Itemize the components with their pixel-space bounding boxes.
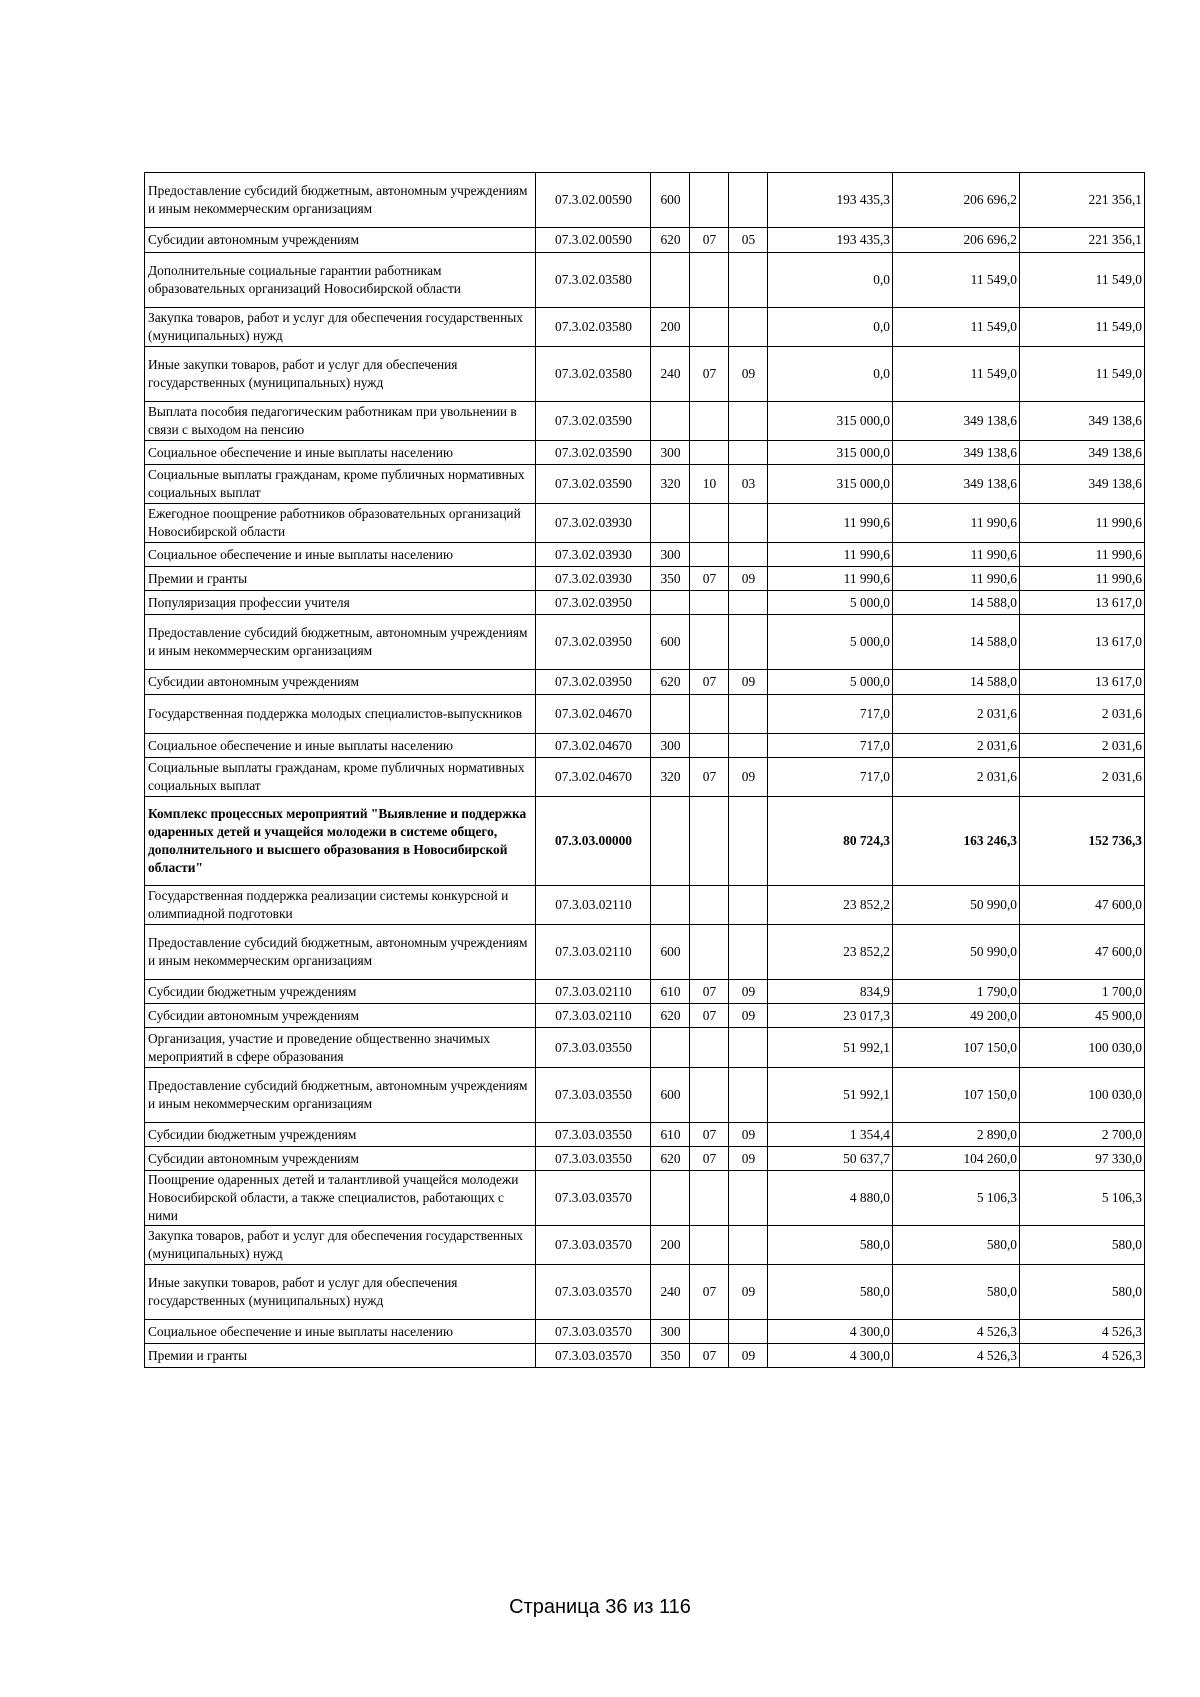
row-kvr: 300 [651,543,690,567]
table-row [145,504,1145,543]
row-rz: 07 [690,567,729,591]
row-kvr: 620 [651,670,690,695]
row-value-2: 206 696,2 [893,228,1020,253]
row-rz: 07 [690,670,729,695]
row-value-2: 11 990,6 [893,543,1020,567]
row-value-3: 97 330,0 [1020,1147,1145,1171]
row-value-3: 13 617,0 [1020,670,1145,695]
row-code: 07.3.03.03570 [536,1265,651,1320]
row-pr [729,543,768,567]
row-pr: 09 [729,1265,768,1320]
row-rz: 07 [690,1123,729,1147]
row-value-2: 11 549,0 [893,347,1020,402]
row-code: 07.3.03.03570 [536,1344,651,1368]
row-pr [729,253,768,308]
row-value-2: 50 990,0 [893,925,1020,980]
row-value-3: 5 106,3 [1020,1171,1145,1226]
row-pr [729,402,768,441]
row-value-2: 2 031,6 [893,695,1020,734]
row-kvr: 600 [651,173,690,228]
row-pr [729,925,768,980]
row-name: Субсидии автономным учреждениям [145,1147,536,1171]
row-code: 07.3.03.02110 [536,925,651,980]
row-kvr [651,695,690,734]
row-kvr [651,504,690,543]
row-kvr: 300 [651,441,690,465]
row-value-1: 51 992,1 [768,1028,893,1068]
row-value-1: 23 017,3 [768,1004,893,1028]
row-value-3: 11 549,0 [1020,253,1145,308]
row-code: 07.3.02.04670 [536,734,651,758]
row-rz: 07 [690,228,729,253]
row-value-3: 100 030,0 [1020,1068,1145,1123]
row-value-3: 13 617,0 [1020,615,1145,670]
row-name: Субсидии автономным учреждениям [145,228,536,253]
row-value-3: 221 356,1 [1020,173,1145,228]
table-row [145,695,1145,734]
row-value-3: 152 736,3 [1020,797,1145,886]
row-pr [729,797,768,886]
row-value-1: 0,0 [768,347,893,402]
table-row [145,797,1145,886]
row-code: 07.3.03.03550 [536,1123,651,1147]
row-kvr: 610 [651,1123,690,1147]
row-code: 07.3.03.02110 [536,1004,651,1028]
table-row [145,465,1145,504]
row-rz [690,886,729,925]
row-code: 07.3.02.03590 [536,441,651,465]
table-row [145,670,1145,695]
row-rz [690,441,729,465]
table-row [145,615,1145,670]
row-pr [729,441,768,465]
row-value-1: 717,0 [768,758,893,797]
row-pr [729,1028,768,1068]
row-value-2: 349 138,6 [893,402,1020,441]
row-pr: 09 [729,1004,768,1028]
row-value-1: 1 354,4 [768,1123,893,1147]
row-name: Предоставление субсидий бюджетным, автономным учреждениям и иным некоммерческим организациям [145,925,536,980]
row-value-1: 315 000,0 [768,441,893,465]
row-code: 07.3.02.03580 [536,308,651,347]
row-pr: 09 [729,670,768,695]
row-code: 07.3.03.03550 [536,1068,651,1123]
row-value-1: 717,0 [768,695,893,734]
row-kvr: 350 [651,1344,690,1368]
row-value-3: 11 990,6 [1020,543,1145,567]
row-kvr: 600 [651,1068,690,1123]
row-rz [690,797,729,886]
row-value-1: 50 637,7 [768,1147,893,1171]
row-value-3: 580,0 [1020,1226,1145,1265]
row-rz [690,734,729,758]
row-name: Премии и гранты [145,1344,536,1368]
row-value-1: 580,0 [768,1226,893,1265]
row-value-1: 5 000,0 [768,670,893,695]
row-value-1: 11 990,6 [768,543,893,567]
row-code: 07.3.02.03930 [536,543,651,567]
row-name: Поощрение одаренных детей и талантливой учащейся молодежи Новосибирской области, а также специалистов, работающих с ними [145,1171,536,1226]
row-kvr: 200 [651,308,690,347]
table-row [145,591,1145,615]
row-value-3: 47 600,0 [1020,886,1145,925]
row-value-1: 11 990,6 [768,567,893,591]
row-value-3: 349 138,6 [1020,402,1145,441]
table-body [145,173,1145,1368]
table-row [145,1068,1145,1123]
row-rz: 07 [690,1004,729,1028]
row-value-3: 11 549,0 [1020,308,1145,347]
row-name: Комплекс процессных мероприятий "Выявление и поддержка одаренных детей и учащейся молодежи в системе общего, дополнительного и высшего образования в Новосибирской области" [145,797,536,886]
row-value-2: 14 588,0 [893,591,1020,615]
row-value-2: 580,0 [893,1265,1020,1320]
row-value-2: 11 549,0 [893,253,1020,308]
row-code: 07.3.03.03570 [536,1226,651,1265]
table-row [145,228,1145,253]
row-rz [690,504,729,543]
row-pr [729,591,768,615]
row-rz [690,1226,729,1265]
row-code: 07.3.02.04670 [536,695,651,734]
row-code: 07.3.03.03570 [536,1171,651,1226]
row-kvr [651,253,690,308]
table-row [145,1265,1145,1320]
row-code: 07.3.03.00000 [536,797,651,886]
row-rz [690,1028,729,1068]
row-rz [690,1068,729,1123]
row-pr [729,308,768,347]
table-row [145,734,1145,758]
row-value-1: 51 992,1 [768,1068,893,1123]
row-name: Социальное обеспечение и иные выплаты населению [145,734,536,758]
row-kvr: 620 [651,1147,690,1171]
row-value-1: 11 990,6 [768,504,893,543]
row-name: Субсидии автономным учреждениям [145,670,536,695]
table-row [145,1344,1145,1368]
table-row [145,925,1145,980]
row-value-2: 14 588,0 [893,615,1020,670]
table-row [145,402,1145,441]
row-value-1: 315 000,0 [768,465,893,504]
row-rz [690,1171,729,1226]
row-code: 07.3.02.03580 [536,347,651,402]
row-value-3: 47 600,0 [1020,925,1145,980]
budget-table [144,172,1145,1368]
row-value-1: 23 852,2 [768,886,893,925]
row-name: Предоставление субсидий бюджетным, автономным учреждениям и иным некоммерческим организациям [145,615,536,670]
row-value-1: 717,0 [768,734,893,758]
row-name: Закупка товаров, работ и услуг для обеспечения государственных (муниципальных) нужд [145,308,536,347]
row-code: 07.3.03.03550 [536,1147,651,1171]
row-rz [690,308,729,347]
table-row [145,1028,1145,1068]
table-row [145,1171,1145,1226]
row-value-2: 2 031,6 [893,758,1020,797]
row-kvr: 200 [651,1226,690,1265]
row-value-2: 104 260,0 [893,1147,1020,1171]
row-value-1: 4 300,0 [768,1344,893,1368]
row-value-1: 0,0 [768,308,893,347]
row-value-3: 11 990,6 [1020,567,1145,591]
row-name: Предоставление субсидий бюджетным, автономным учреждениям и иным некоммерческим организациям [145,1068,536,1123]
row-value-2: 50 990,0 [893,886,1020,925]
row-kvr: 320 [651,465,690,504]
row-name: Субсидии бюджетным учреждениям [145,1123,536,1147]
row-name: Социальные выплаты гражданам, кроме публичных нормативных социальных выплат [145,465,536,504]
row-value-3: 1 700,0 [1020,980,1145,1004]
row-name: Закупка товаров, работ и услуг для обеспечения государственных (муниципальных) нужд [145,1226,536,1265]
row-value-1: 580,0 [768,1265,893,1320]
row-value-3: 2 031,6 [1020,734,1145,758]
row-code: 07.3.02.03590 [536,402,651,441]
row-pr: 05 [729,228,768,253]
row-name: Предоставление субсидий бюджетным, автономным учреждениям и иным некоммерческим организациям [145,173,536,228]
row-rz [690,173,729,228]
row-value-3: 11 549,0 [1020,347,1145,402]
row-kvr [651,402,690,441]
row-pr: 09 [729,567,768,591]
row-code: 07.3.02.03590 [536,465,651,504]
row-name: Субсидии бюджетным учреждениям [145,980,536,1004]
row-name: Популяризация профессии учителя [145,591,536,615]
row-value-2: 206 696,2 [893,173,1020,228]
row-value-2: 14 588,0 [893,670,1020,695]
row-rz: 07 [690,980,729,1004]
row-pr: 09 [729,758,768,797]
table-row [145,758,1145,797]
row-code: 07.3.02.00590 [536,173,651,228]
table-row [145,253,1145,308]
row-rz: 10 [690,465,729,504]
row-value-2: 349 138,6 [893,441,1020,465]
row-pr: 09 [729,1123,768,1147]
row-value-2: 163 246,3 [893,797,1020,886]
row-code: 07.3.02.00590 [536,228,651,253]
row-name: Выплата пособия педагогическим работникам при увольнении в связи с выходом на пенсию [145,402,536,441]
row-name: Государственная поддержка молодых специалистов-выпускников [145,695,536,734]
row-value-2: 5 106,3 [893,1171,1020,1226]
row-value-3: 4 526,3 [1020,1320,1145,1344]
row-value-1: 4 880,0 [768,1171,893,1226]
row-kvr [651,1028,690,1068]
row-pr: 03 [729,465,768,504]
row-kvr: 600 [651,925,690,980]
row-code: 07.3.02.03580 [536,253,651,308]
row-pr [729,1068,768,1123]
table-row [145,1320,1145,1344]
row-value-3: 13 617,0 [1020,591,1145,615]
row-rz: 07 [690,1265,729,1320]
row-rz [690,253,729,308]
row-name: Премии и гранты [145,567,536,591]
row-value-1: 23 852,2 [768,925,893,980]
row-value-3: 221 356,1 [1020,228,1145,253]
table-row [145,980,1145,1004]
row-code: 07.3.02.03950 [536,670,651,695]
table-row [145,567,1145,591]
table-row [145,1226,1145,1265]
row-rz [690,402,729,441]
row-value-2: 349 138,6 [893,465,1020,504]
table-row [145,886,1145,925]
row-value-3: 2 031,6 [1020,758,1145,797]
row-value-3: 11 990,6 [1020,504,1145,543]
row-kvr [651,1171,690,1226]
row-kvr: 320 [651,758,690,797]
row-name: Иные закупки товаров, работ и услуг для обеспечения государственных (муниципальных) нужд [145,1265,536,1320]
row-value-2: 2 031,6 [893,734,1020,758]
row-value-3: 580,0 [1020,1265,1145,1320]
table-row [145,1123,1145,1147]
row-code: 07.3.02.04670 [536,758,651,797]
row-kvr [651,797,690,886]
row-name: Социальные выплаты гражданам, кроме публичных нормативных социальных выплат [145,758,536,797]
row-kvr: 350 [651,567,690,591]
row-value-3: 2 700,0 [1020,1123,1145,1147]
row-pr [729,615,768,670]
row-pr: 09 [729,980,768,1004]
row-code: 07.3.03.03550 [536,1028,651,1068]
row-rz [690,925,729,980]
row-kvr: 300 [651,1320,690,1344]
row-value-2: 107 150,0 [893,1028,1020,1068]
row-rz [690,1320,729,1344]
row-value-1: 0,0 [768,253,893,308]
table-row [145,441,1145,465]
row-name: Иные закупки товаров, работ и услуг для обеспечения государственных (муниципальных) нужд [145,347,536,402]
row-name: Социальное обеспечение и иные выплаты населению [145,543,536,567]
row-name: Субсидии автономным учреждениям [145,1004,536,1028]
row-value-3: 4 526,3 [1020,1344,1145,1368]
row-code: 07.3.02.03930 [536,504,651,543]
row-value-2: 11 990,6 [893,504,1020,543]
row-kvr: 620 [651,228,690,253]
row-name: Организация, участие и проведение общественно значимых мероприятий в сфере образования [145,1028,536,1068]
row-value-1: 5 000,0 [768,591,893,615]
row-value-3: 45 900,0 [1020,1004,1145,1028]
row-rz: 07 [690,1344,729,1368]
row-kvr: 240 [651,1265,690,1320]
row-code: 07.3.03.03570 [536,1320,651,1344]
row-value-1: 315 000,0 [768,402,893,441]
row-kvr: 240 [651,347,690,402]
row-value-2: 1 790,0 [893,980,1020,1004]
row-value-3: 100 030,0 [1020,1028,1145,1068]
row-value-1: 193 435,3 [768,228,893,253]
row-value-2: 49 200,0 [893,1004,1020,1028]
row-rz [690,695,729,734]
row-value-1: 80 724,3 [768,797,893,886]
row-kvr: 600 [651,615,690,670]
row-name: Государственная поддержка реализации системы конкурсной и олимпиадной подготовки [145,886,536,925]
row-pr [729,173,768,228]
row-kvr: 610 [651,980,690,1004]
row-value-2: 11 549,0 [893,308,1020,347]
row-kvr: 300 [651,734,690,758]
row-value-2: 580,0 [893,1226,1020,1265]
row-kvr: 620 [651,1004,690,1028]
row-value-2: 107 150,0 [893,1068,1020,1123]
page-number: Страница 36 из 116 [509,1596,691,1618]
row-code: 07.3.02.03930 [536,567,651,591]
row-pr [729,695,768,734]
row-value-2: 4 526,3 [893,1320,1020,1344]
row-rz [690,543,729,567]
row-pr [729,1320,768,1344]
row-value-3: 349 138,6 [1020,465,1145,504]
row-rz: 07 [690,758,729,797]
row-kvr [651,886,690,925]
row-code: 07.3.02.03950 [536,615,651,670]
row-name: Ежегодное поощрение работников образовательных организаций Новосибирской области [145,504,536,543]
row-name: Социальное обеспечение и иные выплаты населению [145,1320,536,1344]
row-pr [729,1226,768,1265]
row-rz [690,615,729,670]
row-value-1: 4 300,0 [768,1320,893,1344]
row-rz: 07 [690,347,729,402]
row-pr: 09 [729,347,768,402]
row-rz: 07 [690,1147,729,1171]
row-code: 07.3.03.02110 [536,886,651,925]
row-value-3: 2 031,6 [1020,695,1145,734]
row-code: 07.3.03.02110 [536,980,651,1004]
row-pr [729,504,768,543]
row-value-2: 4 526,3 [893,1344,1020,1368]
row-name: Социальное обеспечение и иные выплаты населению [145,441,536,465]
table-row [145,543,1145,567]
row-value-1: 834,9 [768,980,893,1004]
row-name: Дополнительные социальные гарантии работникам образовательных организаций Новосибирской области [145,253,536,308]
table-row [145,308,1145,347]
row-code: 07.3.02.03950 [536,591,651,615]
row-value-3: 349 138,6 [1020,441,1145,465]
row-value-1: 193 435,3 [768,173,893,228]
row-value-1: 5 000,0 [768,615,893,670]
table-row [145,1004,1145,1028]
row-value-2: 2 890,0 [893,1123,1020,1147]
table-row [145,347,1145,402]
table-row [145,1147,1145,1171]
row-pr: 09 [729,1147,768,1171]
row-pr [729,886,768,925]
row-pr [729,1171,768,1226]
row-rz [690,591,729,615]
row-value-2: 11 990,6 [893,567,1020,591]
table-row [145,173,1145,228]
row-pr [729,734,768,758]
row-pr: 09 [729,1344,768,1368]
row-kvr [651,591,690,615]
